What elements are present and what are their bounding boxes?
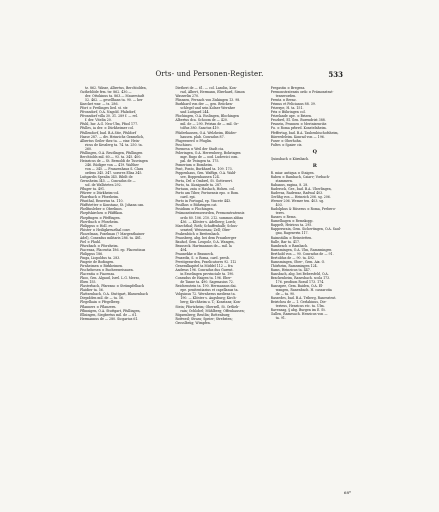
register-entry-line: Reichenstein ta. 190. Hermannus dai. xyxy=(175,284,237,289)
register-entry-line: Albertus dca. Schoom de — 420. xyxy=(175,118,228,123)
register-entry-line: Bäwerdeleim. Konrad von — 196. xyxy=(270,134,325,139)
register-entry-line: Luitgardis Spealin 345. Ribilt de xyxy=(80,175,133,180)
register-entry-line: Phertbach ≡ Pforzheim. xyxy=(80,219,119,224)
register-entry-line: Gallen, Ramesach. Henricus von — xyxy=(270,312,328,317)
register-entry-line: rad, Albert, Hermann, Eberhard, Simon xyxy=(180,90,245,95)
register-entry-line: Porto am Tiber, Portuensis epo. ≡ Rom. xyxy=(175,191,240,196)
register-entry-line: Piel ≡ Phuhl. xyxy=(80,239,102,244)
register-entry-line: Pirnheimen ≡ Birkheimen. xyxy=(80,264,124,269)
register-entry-line: R. miar. antiqua ≡ Staigen. xyxy=(270,170,315,175)
register-entry-line: Rappelt, Heiricus ta. 295. xyxy=(270,223,313,228)
register-entry-line: Berchtolds mil. 60.— 93. ta. 345. 400. xyxy=(80,154,142,159)
register-entry-line: Praxedis, S. ≡ Roma, card. presb. xyxy=(175,255,230,260)
register-entry-line: ordo 80. 106. 210. 212. summus abbas xyxy=(180,215,244,220)
register-entry-line: Prizerpe, H. ta. 151. xyxy=(270,106,304,111)
register-entry-line: Prausberg, abg. bei dem Prausberger xyxy=(175,235,237,240)
register-entry-line: Premonstratensis ordo ≡ Prämonstrat- xyxy=(270,90,334,95)
register-entry-line: Pflinnigen, O.A. Stuttgart, Pfullingen, xyxy=(80,308,141,313)
register-entry-line: in Esselingen provinciale ta. 190. xyxy=(180,272,235,277)
register-entry-line: Hermannus de — 280. Sicgarius 61. xyxy=(80,316,139,321)
register-entry-line: card. epi. xyxy=(180,195,196,200)
register-entry-line: Radolphus & Rüserus ≡ Roma, Prebero- xyxy=(270,207,336,212)
register-entry-line: Ellningen, Siegbertus mil. de — 61. xyxy=(80,312,138,317)
register-entry-line: Poleringen, O.A. Herrenberg, Bohringen xyxy=(175,150,241,155)
register-entry-line: Brauseck. Hartmannus de— mil. la xyxy=(175,243,232,248)
register-entry-line: Phepfskirchen ≡ Pfäffikon. xyxy=(80,211,124,216)
register-entry-line: Brackenheim, Ranesbach. scola 173. xyxy=(270,275,331,280)
register-entry-line: pal. de Twingen ta. 175. xyxy=(180,158,220,163)
register-entry-line: Pkoo, Gen. Algaud, Isrel. L.G. Merzo, xyxy=(80,276,141,281)
register-entry-line: Phister ≡ Heiligkreuzthal conv. xyxy=(80,227,131,232)
register-column-right xyxy=(271,86,359,486)
register-entry-line: Posidium ≡ Plochingen. xyxy=(175,207,214,212)
register-entry-line: 52. 462. — gesellhans ta. 90. — her xyxy=(85,98,143,103)
register-entry-line: berg; Kirchheim u. T.; Konstanz; Kon- xyxy=(180,300,241,305)
register-entry-line: Pharrbach ≡ Pforzheim. xyxy=(80,195,120,200)
register-column-middle xyxy=(175,86,263,486)
running-title: Orts- und Personen-Register. xyxy=(155,70,264,78)
register-entry-line: Marchthal; Roth; Schaffenhalb; Schus- xyxy=(175,223,238,228)
register-entry-line: Prunein, Prunnen ≡ Merinisenriär. xyxy=(270,122,327,127)
register-entry-line: Diepolden mil. de — ta. 56. xyxy=(80,296,124,301)
register-entry-line: Pfluger ta. 491. xyxy=(80,187,106,192)
register-entry-line: von — 345. — Franzenhaus S. Clara xyxy=(85,166,144,171)
register-entry-line: Poppenhaus, Gen. Waffigs, O.A. Wald- xyxy=(175,170,237,175)
register-entry-line: Beirichea de — 1. Gerlahinus, Die- xyxy=(270,300,327,305)
register-entry-line: Poschiavo. xyxy=(175,142,193,147)
signature-mark: 68* xyxy=(343,490,351,495)
register-entry-line: Pfaffstetter ≡ Konstanz, St. Johann can. xyxy=(80,203,145,208)
register-entry-line: 260. xyxy=(85,146,93,151)
register-entry-line: Prestigerarden, Praelicatores 92. 112 xyxy=(175,260,237,265)
register-entry-line: Ransspee, Gem. Baiden, O.A. El- xyxy=(270,284,324,289)
register-entry-line: Plattsenbach, O.A. Stuttgart, Blassenbach xyxy=(80,292,148,297)
register-columns xyxy=(80,86,359,486)
register-entry-line: Porto, ta. Kunigunde ta. 287. xyxy=(175,183,223,188)
register-entry-line: Pu. ≡ Roma prbrrd. Konstelnheim. xyxy=(270,126,327,131)
register-entry-line: 176. prodium Rossil 173. 174. xyxy=(275,280,325,285)
register-entry-line: Rams, Heinricus ta. 447. xyxy=(270,267,311,272)
register-entry-line: Porta, Del ≡ Ombrel, St. Gottswert. xyxy=(175,179,233,184)
register-entry-line: Pfulles, ia der. ≡ Dürkheimer col. xyxy=(80,126,134,131)
register-entry-line: Plasterbach, Pfarrano ≡ Strümpfelbach xyxy=(80,284,145,289)
register-entry-line: Pfurzbach ≡ Pforzheim. xyxy=(80,243,119,248)
register-entry-line: Pinga, Liopoldus ta. 283. xyxy=(80,255,121,260)
register-entry-line: Praunekke ≡ Brauneck. xyxy=(175,251,214,256)
register-entry-line: Rambrach ≡ Rambach. xyxy=(270,243,309,248)
register-entry-line: Thürheim, Ramsmingen 124. xyxy=(270,263,318,268)
register-entry-line: wangen, Ranenbach. H. cassarotia xyxy=(275,288,332,293)
register-entry-line: mil. de — 290. Petrian de — mil. Or- xyxy=(180,122,239,127)
register-entry-line: de — ta. 90. xyxy=(275,292,296,297)
register-entry-line: Rappersrain, Gem. Sichertingen, O.A. Saul- xyxy=(270,227,341,232)
register-entry-line: Rottweil; Strass; Speier; Strebsten; xyxy=(175,316,233,321)
register-entry-line: Prozbrel, El. Gen. Burendrist 388. xyxy=(270,118,326,123)
register-entry-line: Pont, Ponto, Burkhard ta. 109. 173. xyxy=(175,166,233,171)
register-entry-line: Prämonstratenserorden, Premonstratensis xyxy=(175,211,245,216)
register-entry-line: Gerlihg von — Heinrich 206. sg. 206. xyxy=(270,195,331,200)
register-entry-line: epe. penitentiarius et capellanus ta. xyxy=(180,288,239,293)
register-entry-line: Prenta ≡ Brenz. xyxy=(270,98,297,103)
register-entry-line: tz. 862. Wässe, Albertus, Berchtolden, xyxy=(85,86,147,90)
register-entry-line: Ransbach, abg. bei Bebersfeld, O.A. xyxy=(270,271,329,276)
register-entry-line: Ramelhagen ≡ Remskopp. xyxy=(270,219,314,224)
register-entry-line: Pfunthal, Reuerius ta. 110. xyxy=(80,199,124,204)
register-entry-line: Grosslbrüg; Wimpfen. xyxy=(175,320,211,325)
register-entry-line: der. Ottokinus ta. 863.— Mauerstadt xyxy=(85,94,145,99)
register-entry-line: senried; Weissenau; Zell; Ober- xyxy=(180,227,232,232)
register-entry-line: Ralle, Bar ta. 417. xyxy=(270,239,301,244)
register-entry-line: sol. de Wallsteten 292. xyxy=(85,183,122,188)
register-entry-line: mgr. Rugo de — ood. Ludewici com. xyxy=(180,154,239,159)
register-entry-line: Placentia ≡ Piacenza. xyxy=(80,272,116,277)
register-entry-line: Plochingen, O.A. Esslingen, Blochingen xyxy=(175,114,239,119)
register-entry-line: Pfullendorf, bad. B.A.Stie, Pfuldorf xyxy=(80,130,137,135)
register-entry-line: Burkhard von der —, gen. Brücken- xyxy=(175,102,233,107)
register-entry-line: Berthold von — 90. Conradus de — 91. xyxy=(270,251,334,256)
register-entry-line: Stein; Pfortzheim; Oberzell, St. Ortlieb- xyxy=(175,304,240,309)
register-entry-line: Pingeie de Bodingen. xyxy=(80,260,115,265)
register-entry-line: Dietheri de — 61. — col. Lasolin, Kon- xyxy=(175,86,237,90)
register-entry-line: Philippus 186. xyxy=(80,251,104,256)
register-entry-line: Pischelsesen ≡ Buchenweisauen. xyxy=(80,268,134,273)
register-entry-line: Phelfinsleber ≡ Oberlinos. xyxy=(80,207,123,212)
register-entry-line: Eben 155. xyxy=(80,280,97,285)
register-entry-line: Pfort ≡ Freilinges lied. st. str. xyxy=(80,106,129,111)
register-entry-line: Knecket wnr. — tz. 286. xyxy=(80,102,119,107)
register-entry-line: Raderock, Ger., bad. B.A. Überlingen, xyxy=(270,186,332,191)
page-header xyxy=(80,70,343,82)
register-entry-line: Philippus ≡ Holl. ev. xyxy=(80,223,113,228)
register-entry-line: Pregastin ≡ Bregenz. xyxy=(270,86,306,90)
register-entry-line: Piacenza, Placentia 186. ep. Placentinus xyxy=(80,247,146,252)
register-entry-line: Radevaz, Radewaz, Radwal 403. xyxy=(270,190,324,195)
register-entry-line: Pfuhl, hsr. A.G. Neu-Ulm, Pfuol 177. xyxy=(80,122,139,127)
register-entry-line: Poemesa ≡ Weil der Stadt cia. xyxy=(175,146,225,151)
register-entry-line: Raimstälin ≡ Reinstetten. xyxy=(270,235,313,240)
register-entry-line: f. der. Vitelin 20. xyxy=(85,118,112,123)
register-entry-line: ordens 345. 347. sorores Elisa 345. xyxy=(85,170,143,175)
register-entry-line: Plüderhausen, O.A. Welzheim, Blüder- xyxy=(175,130,237,135)
register-entry-line: gau, Ragenvrin 117. xyxy=(275,231,309,236)
register-entry-line: hausen. plab. Conradus 87. xyxy=(180,134,225,139)
register-entry-line: teres. xyxy=(275,211,285,216)
register-entry-line: stammern. xyxy=(275,178,293,183)
register-entry-line: 190. — Klöster s. Augsburg; Kirch- xyxy=(180,296,237,301)
register-entry-line: Bertoldus de — 90. ta. 492. xyxy=(270,255,315,260)
register-entry-line: Ravensag, § abg. Burgen im E. St. xyxy=(270,308,326,313)
page-number: 533 xyxy=(328,70,343,79)
register-entry-line: Plinnsen, Fernach von Ziskingen 13. 98. xyxy=(175,98,241,103)
register-entry-line: Hasse 287. — div. Heinrichs Gramelich, xyxy=(80,134,145,139)
register-entry-line: Andreas 196. Conradus dus Gurent. xyxy=(175,268,234,273)
register-entry-line: Generalkapitel ta Middel 112 — fra xyxy=(175,264,233,269)
register-entry-line: ta. 91. xyxy=(275,316,286,321)
register-entry-line: Pfullingen, O.A. Reutlingen, Pfullingen xyxy=(80,150,143,155)
register-entry-line: Phozelman, Pozelman (? Margenthainer xyxy=(80,231,145,236)
register-entry-line: Pfronsdorf, O.A. Nagold. Pfalzdorf, xyxy=(80,110,137,115)
register-entry-line: Heinricus de — St. Bernoldi de Tusvingen xyxy=(80,158,148,163)
register-entry-line: Rüpzenberg; Reutlin; Rottenburg; xyxy=(175,312,231,317)
register-entry-line: Pfeffertag, bad. B.A. Taubenbischofsheim, xyxy=(270,130,339,135)
register-entry-line: Gutheblöde frm. tw. 862. 430.— xyxy=(80,90,132,95)
register-entry-line: Pultes ≡ Spaier cis. xyxy=(270,142,303,147)
register-entry-line: Gernsheim 345. — Conradus de — xyxy=(80,179,136,184)
register-entry-line: 403. xyxy=(275,203,283,208)
register-entry-line: ricus de Kesslerg ta. 74. ta. 250. ta. xyxy=(85,142,143,147)
register-entry-line: de Tanne ta. 490. Sagenasius 72. xyxy=(180,280,234,285)
register-entry-line: Rasses ≡ Rems. xyxy=(270,215,297,220)
register-entry-line: Rabanus, ragina, 8. 28. xyxy=(270,182,309,187)
register-entry-line: Phepfingen ≡ Pfeffingen. xyxy=(80,215,121,220)
register-entry-line: Porto in Portugal, ep. Vincete 443. xyxy=(175,199,232,204)
register-entry-line: Posilhus ≡ Bühringen cat. xyxy=(175,203,218,208)
register-entry-line: Puser ≡ Oberhohn. xyxy=(270,138,302,143)
register-entry-line: tenserorden. xyxy=(275,94,297,99)
register-entry-line: Pflanners ≡ Pflanzern. xyxy=(80,304,117,309)
register-entry-line: 436. — Klöster s. Adelberg; Lorch; xyxy=(180,219,237,224)
register-entry-line: Portaun, zata ≡ Haslach, Hohen. col. xyxy=(175,187,236,192)
register-entry-line: Plugenwerd ≡ Pfuglin. xyxy=(175,138,212,143)
section-letter: R xyxy=(312,162,317,169)
register-entry-line: Plegelhain ≡ Pfegelberg. xyxy=(80,300,121,305)
register-column-left xyxy=(80,86,168,486)
register-entry-line: schlegel und sein Kolner Wernher xyxy=(180,106,236,111)
register-entry-line: 246. Rüdiger von — 419. Walther xyxy=(85,162,139,167)
register-entry-line: Prizelande upe. ≡ Brizen. xyxy=(270,114,313,119)
register-entry-line: Adel), Conradus militaris 286. ta. 481. xyxy=(80,235,142,240)
register-entry-line: Werner 206. Wemer ten. 403. sg. xyxy=(270,199,325,204)
register-entry-line: Bauhof, Gem. Leupolz, O.A. Wangen, xyxy=(175,239,235,244)
register-entry-line: Raben ≡ Rambach, Caiarv; Vorbach- xyxy=(270,174,330,179)
register-entry-line: Plaidier ta. 56. xyxy=(80,288,104,293)
register-entry-line: tolfus 380. Sanctus 419. xyxy=(180,126,220,131)
register-entry-line: Wasserlin 270. xyxy=(175,94,200,99)
register-entry-line: Pfürrer ≡ Dürkheim-col. xyxy=(80,191,120,196)
register-entry-line: Conradus de Haigen ta. 196. Eber- xyxy=(175,276,232,281)
register-entry-line: Frakenbüch ≡ Breitenbach. xyxy=(175,231,221,236)
register-entry-line: Pfronsdorf villa 30. 31. 289 f. — rel. xyxy=(80,114,138,119)
register-entry-line: Volquinus 72. Wernherus mediens ta. xyxy=(175,292,236,297)
register-entry-line: Albertus Geiler thez ta. — einr. Hein- xyxy=(80,138,140,143)
register-entry-line: 494. xyxy=(180,247,188,252)
register-entry-line: see, Boppenhausen 124. xyxy=(180,175,220,180)
register-entry-line: Quinsbach ≡ Kürnbach. xyxy=(270,156,310,161)
register-entry-line: terieus, Henricus etc. ta. Ulm. xyxy=(275,304,325,309)
register-entry-line: und Luitgard 244. xyxy=(180,110,210,115)
register-entry-line: Primus et Felicianus 88. 39. xyxy=(270,102,316,107)
register-entry-line: Ramsmingen, O.A. Ulm, Ramsmingen xyxy=(270,247,332,252)
register-entry-line: Prix ≡ Bühringen col. xyxy=(270,110,306,115)
section-letter: Q xyxy=(312,148,317,155)
register-entry-line: Ramsmingen, Ober-, Gem. Aix. O. xyxy=(270,259,326,264)
register-entry-line: Rassedes, bad. B.A. Triberg, Ranesstrut. xyxy=(270,296,337,301)
register-entry-line: Pomerium ≡ Bomheim. xyxy=(175,162,213,167)
register-entry-line: rain; Ochlobel; Mühlberg; Offenhausen; xyxy=(180,308,245,313)
